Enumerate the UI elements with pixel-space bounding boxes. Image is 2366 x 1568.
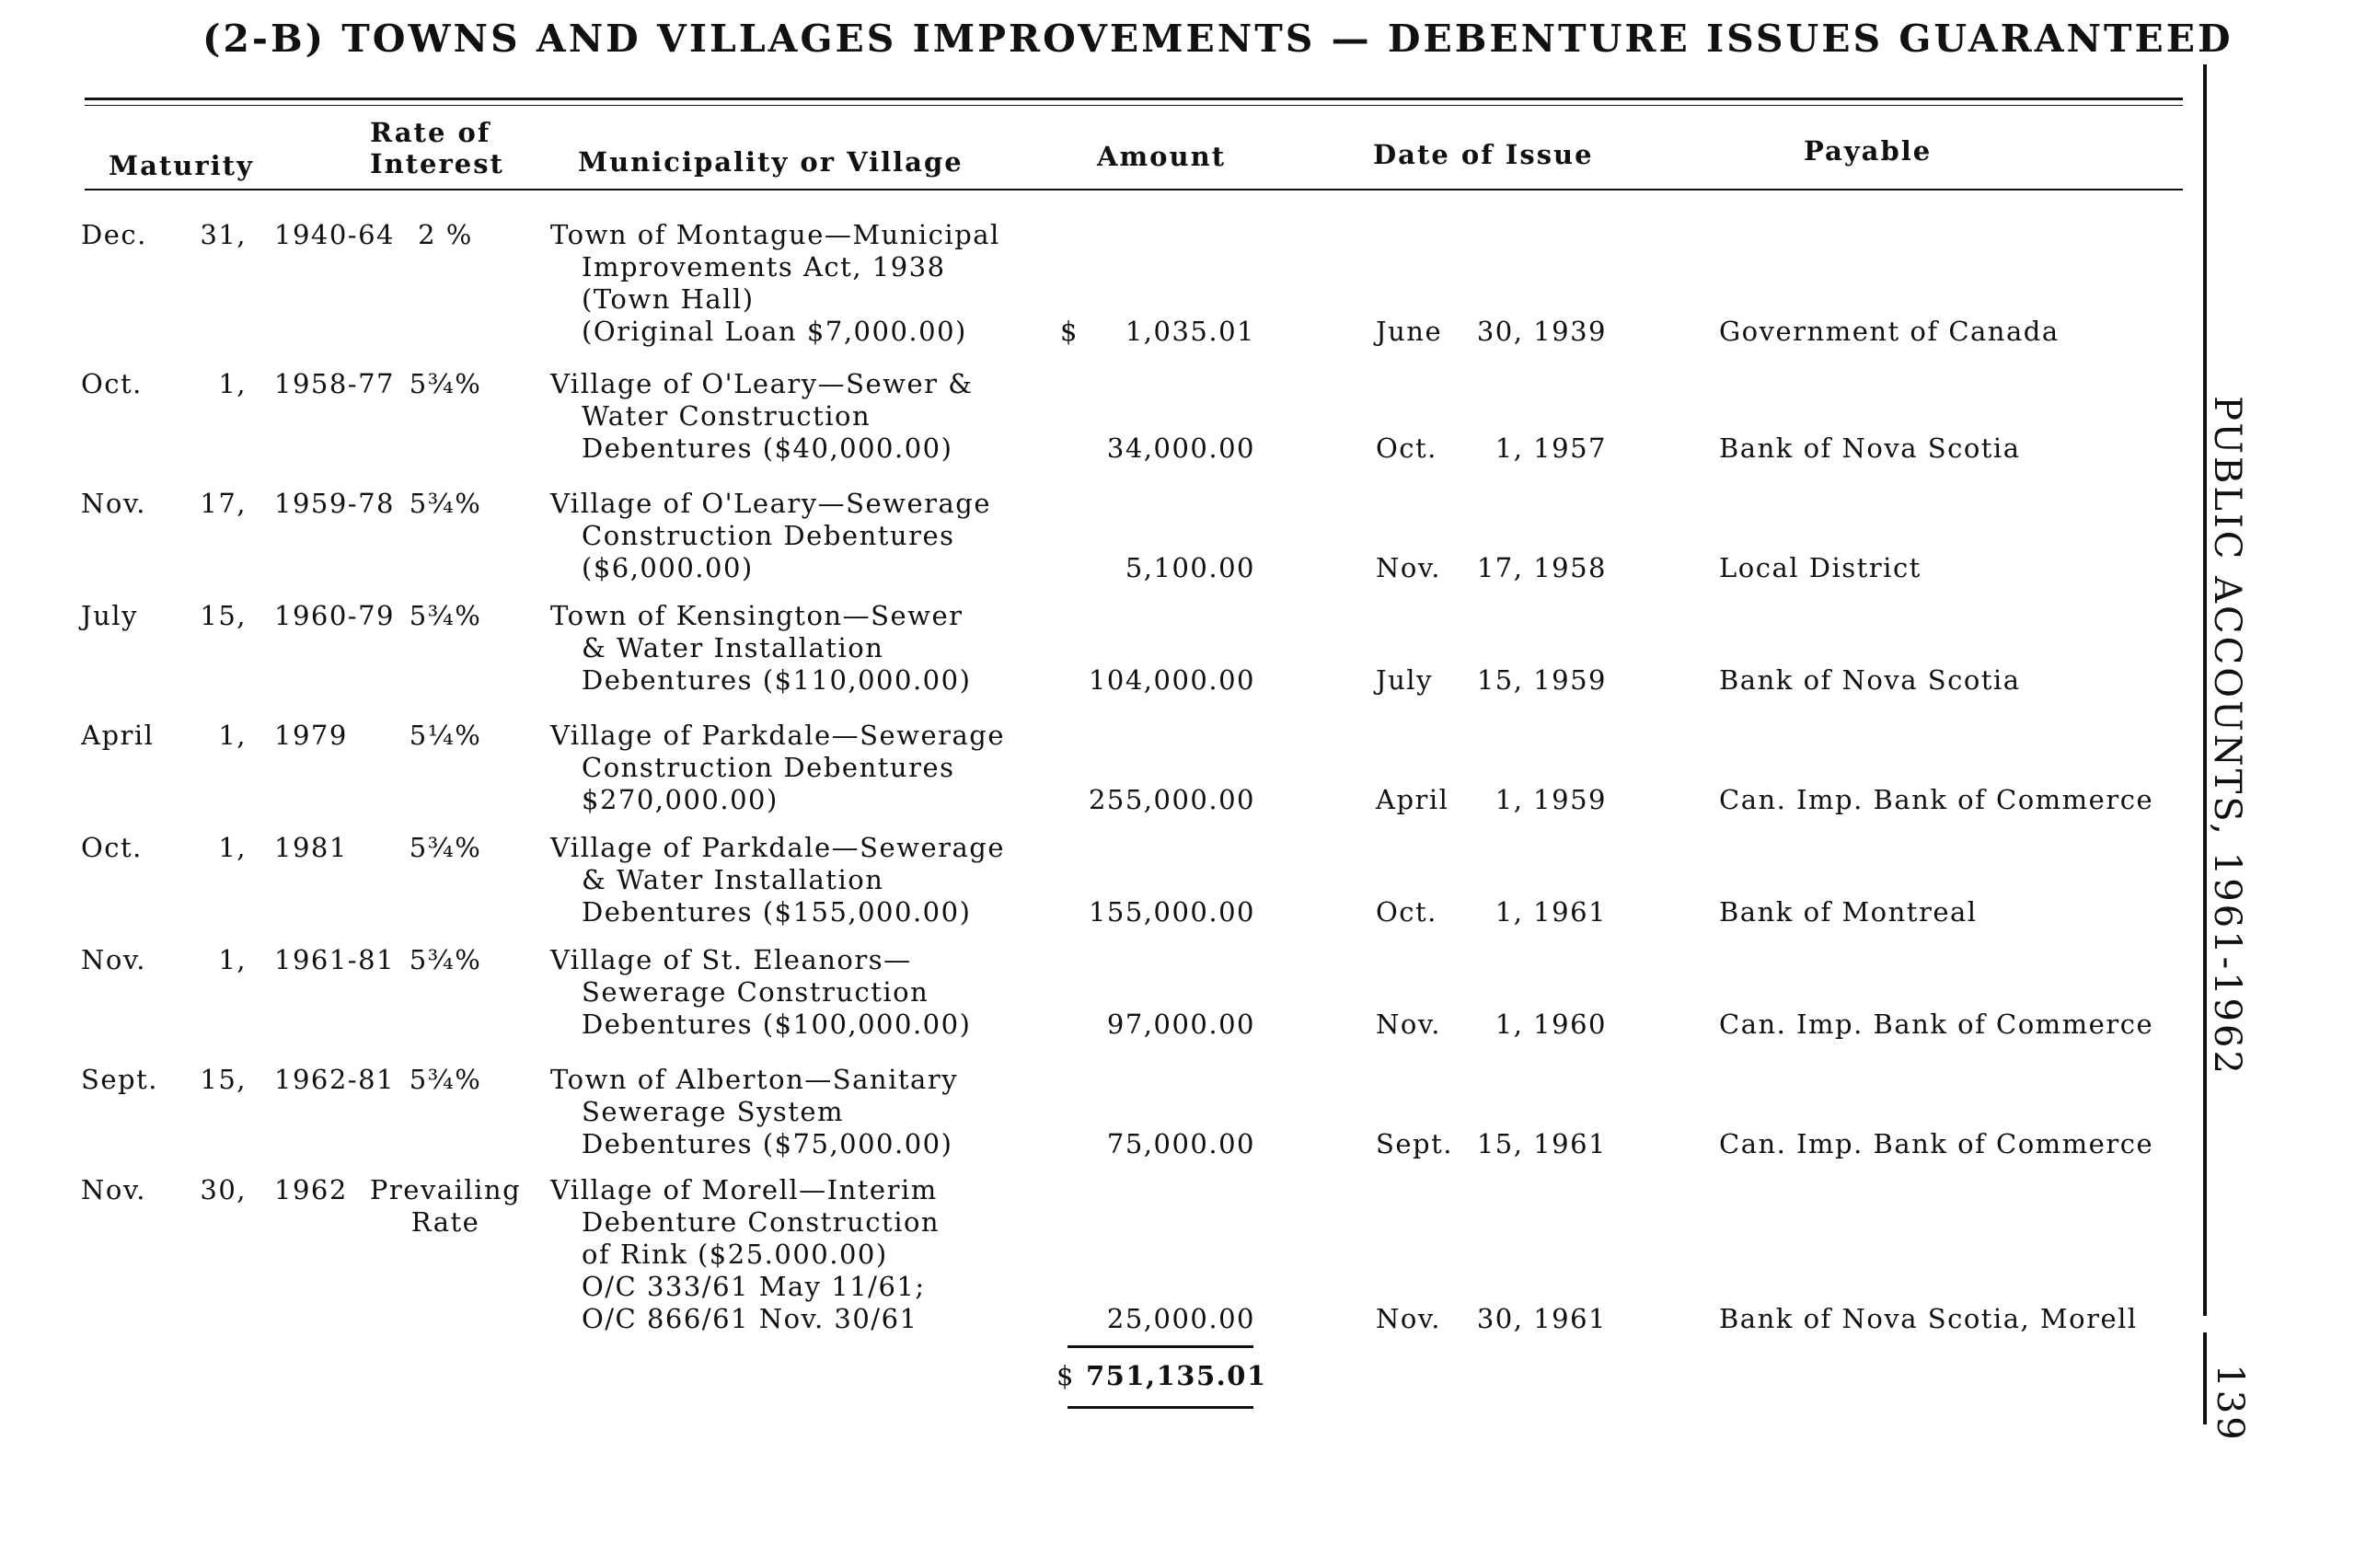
title-rule — [85, 98, 2183, 100]
page-number-text: 139 — [2209, 1364, 2251, 1443]
municipality-line: Village of Parkdale—Sewerage — [550, 832, 1006, 863]
interest-rate: 5¾% — [409, 832, 482, 863]
payable-to: Can. Imp. Bank of Commerce — [1719, 784, 2154, 815]
issue-month: Oct. — [1376, 432, 1437, 464]
maturity-years: 1960-79 — [274, 600, 396, 631]
amount-value: 25,000.00 — [1106, 1303, 1255, 1334]
payable-to: Bank of Nova Scotia — [1719, 664, 2021, 696]
issue-day-year: 15, 1961 — [1476, 1128, 1607, 1159]
maturity-day: 1, — [218, 720, 247, 751]
interest-rate: Prevailing — [369, 1174, 522, 1205]
maturity-years: 1959-78 — [274, 488, 396, 519]
interest-rate: 5¾% — [409, 488, 482, 519]
header-rate-line2: Interest — [370, 148, 504, 179]
amount-value: 75,000.00 — [1106, 1128, 1255, 1159]
interest-rate: 5¾% — [409, 368, 482, 399]
total-rule-top — [1068, 1345, 1253, 1348]
total-currency: $ — [1056, 1360, 1075, 1391]
municipality-line: Village of St. Eleanors— — [550, 944, 912, 975]
total-amount: 751,135.01 — [1086, 1360, 1267, 1391]
amount-value: 155,000.00 — [1088, 896, 1255, 928]
running-head — [2195, 386, 2259, 1086]
municipality-line: Sewerage System — [582, 1096, 845, 1127]
issue-month: June — [1376, 316, 1443, 347]
page-title: (2-B) TOWNS AND VILLAGES IMPROVEMENTS — DEBENTURE ISSUES GUARANTEED — [202, 17, 2233, 61]
municipality-line: Village of O'Leary—Sewerage — [550, 488, 991, 519]
maturity-day: 1, — [218, 832, 247, 863]
municipality-line: Debentures ($40,000.00) — [582, 432, 953, 464]
amount-value: 255,000.00 — [1088, 784, 1255, 815]
maturity-day: 1, — [218, 368, 247, 399]
issue-month: Sept. — [1376, 1128, 1453, 1159]
municipality-line: Debentures ($75,000.00) — [582, 1128, 953, 1159]
municipality-line: Sewerage Construction — [582, 976, 929, 1008]
maturity-month: Oct. — [81, 832, 143, 863]
municipality-line: Village of O'Leary—Sewer & — [550, 368, 974, 399]
municipality-line: Improvements Act, 1938 — [582, 251, 946, 282]
maturity-day: 31, — [200, 219, 247, 250]
maturity-month: Oct. — [81, 368, 143, 399]
interest-rate: 5¾% — [409, 1064, 482, 1095]
municipality-line: Town of Montague—Municipal — [550, 219, 1000, 250]
payable-to: Government of Canada — [1719, 316, 2060, 347]
maturity-day: 17, — [200, 488, 247, 519]
page-number — [2198, 1357, 2262, 1449]
maturity-month: Dec. — [81, 219, 147, 250]
issue-day-year: 1, 1961 — [1495, 896, 1607, 928]
municipality-line: (Town Hall) — [582, 283, 755, 315]
maturity-month: Nov. — [81, 1174, 146, 1205]
maturity-years: 1962 — [274, 1174, 348, 1205]
interest-rate-line2: Rate — [410, 1206, 480, 1238]
municipality-line: Construction Debentures — [582, 752, 955, 783]
amount-value: 104,000.00 — [1088, 664, 1255, 696]
municipality-line: Town of Alberton—Sanitary — [550, 1064, 959, 1095]
municipality-line: (Original Loan $7,000.00) — [582, 316, 967, 347]
maturity-years: 1961-81 — [274, 944, 396, 975]
payable-to: Can. Imp. Bank of Commerce — [1719, 1009, 2154, 1040]
maturity-month: Sept. — [81, 1064, 158, 1095]
maturity-years: 1962-81 — [274, 1064, 396, 1095]
payable-to: Bank of Nova Scotia — [1719, 432, 2021, 464]
total-rule-bottom — [1068, 1406, 1253, 1409]
maturity-month: Nov. — [81, 488, 146, 519]
title-rule-thin — [85, 105, 2183, 106]
issue-month: July — [1376, 664, 1433, 696]
interest-rate: 5¾% — [409, 944, 482, 975]
maturity-years: 1940-64 — [274, 219, 396, 250]
maturity-years: 1958-77 — [274, 368, 396, 399]
interest-rate: 5¾% — [409, 600, 482, 631]
municipality-line: Water Construction — [582, 400, 871, 432]
municipality-line: Village of Morell—Interim — [550, 1174, 938, 1205]
municipality-line: Construction Debentures — [582, 520, 955, 551]
payable-to: Bank of Montreal — [1719, 896, 1978, 928]
maturity-day: 15, — [200, 600, 247, 631]
amount-currency: $ — [1060, 316, 1079, 347]
municipality-line: O/C 333/61 May 11/61; — [582, 1271, 926, 1302]
municipality-line: Debenture Construction — [582, 1206, 941, 1238]
issue-day-year: 15, 1959 — [1476, 664, 1607, 696]
header-municipality: Municipality or Village — [578, 146, 964, 178]
municipality-line: of Rink ($25.000.00) — [582, 1239, 888, 1270]
maturity-month: July — [81, 600, 138, 631]
payable-to: Local District — [1719, 552, 1922, 583]
issue-month: Nov. — [1376, 1009, 1441, 1040]
issue-day-year: 1, 1960 — [1495, 1009, 1607, 1040]
municipality-line: Village of Parkdale—Sewerage — [550, 720, 1006, 751]
maturity-day: 15, — [200, 1064, 247, 1095]
issue-month: Nov. — [1376, 552, 1441, 583]
header-maturity: Maturity — [109, 150, 254, 181]
municipality-line: Debentures ($155,000.00) — [582, 896, 972, 928]
amount-value: 5,100.00 — [1125, 552, 1255, 583]
maturity-day: 30, — [200, 1174, 247, 1205]
issue-day-year: 1, 1959 — [1495, 784, 1607, 815]
maturity-month: April — [81, 720, 155, 751]
header-amount: Amount — [1097, 141, 1227, 172]
maturity-years: 1981 — [274, 832, 348, 863]
issue-day-year: 17, 1958 — [1476, 552, 1607, 583]
interest-rate: 2 % — [418, 219, 473, 250]
municipality-line: Town of Kensington—Sewer — [550, 600, 964, 631]
municipality-line: ($6,000.00) — [582, 552, 754, 583]
payable-to: Can. Imp. Bank of Commerce — [1719, 1128, 2154, 1159]
issue-day-year: 1, 1957 — [1495, 432, 1607, 464]
amount-value: 97,000.00 — [1106, 1009, 1255, 1040]
issue-day-year: 30, 1961 — [1476, 1303, 1607, 1334]
maturity-years: 1979 — [274, 720, 348, 751]
maturity-day: 1, — [218, 944, 247, 975]
municipality-line: O/C 866/61 Nov. 30/61 — [582, 1303, 918, 1334]
amount-value: 34,000.00 — [1106, 432, 1255, 464]
running-head-text: PUBLIC ACCOUNTS, 1961-1962 — [2206, 396, 2248, 1077]
issue-day-year: 30, 1939 — [1476, 316, 1607, 347]
payable-to: Bank of Nova Scotia, Morell — [1719, 1303, 2138, 1334]
maturity-month: Nov. — [81, 944, 146, 975]
municipality-line: $270,000.00) — [582, 784, 779, 815]
issue-month: April — [1376, 784, 1449, 815]
municipality-line: Debentures ($110,000.00) — [582, 664, 972, 696]
municipality-line: Debentures ($100,000.00) — [582, 1009, 972, 1040]
header-payable: Payable — [1804, 135, 1933, 167]
header-rule — [85, 189, 2183, 190]
interest-rate: 5¼% — [409, 720, 482, 751]
header-rate-line1: Rate of — [370, 117, 491, 148]
amount-value: 1,035.01 — [1125, 316, 1255, 347]
issue-month: Nov. — [1376, 1303, 1441, 1334]
header-date-of-issue: Date of Issue — [1373, 139, 1594, 170]
municipality-line: & Water Installation — [582, 632, 884, 663]
issue-month: Oct. — [1376, 896, 1437, 928]
municipality-line: & Water Installation — [582, 864, 884, 895]
